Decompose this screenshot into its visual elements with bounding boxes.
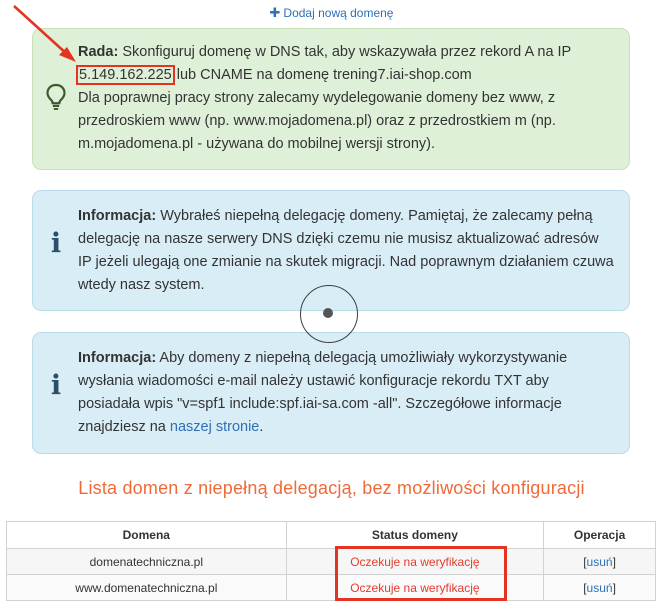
delete-domain-link[interactable]: usuń — [586, 580, 613, 595]
section-title: Lista domen z niepełną delegacją, bez możliwości konfiguracji — [78, 478, 585, 498]
delete-domain-link[interactable]: usuń — [586, 554, 613, 569]
tip-text — [78, 41, 615, 156]
info-icon: i — [50, 228, 62, 259]
tip-text-before-ip: Skonfiguruj domenę w DNS tak, aby wskazywała przez rekord A na IP — [122, 44, 572, 60]
info-delegation-text — [78, 205, 615, 297]
spf-info-link[interactable]: naszej stronie — [169, 419, 260, 435]
info-box-spf — [32, 332, 630, 454]
tip-text-after-ip: lub CNAME na domenę trening7.iai-shop.com — [176, 67, 472, 83]
tip-box — [32, 28, 630, 170]
table-row — [7, 575, 656, 601]
info-delegation-title: Informacja: — [78, 208, 157, 224]
info-delegation-body: Wybrałeś niepełną delegację domeny. Pamiętaj, że zalecamy pełną delegację na nasze serwery DNS dzięki czemu nie musisz aktualizować adresów IP jeżeli ulegają one zmianie na skutek migracji. Nad poprawnym działaniem czuwa wtedy nasz system. — [78, 208, 614, 293]
operation-cell: [usuń] — [544, 549, 656, 575]
info-icon: i — [50, 370, 62, 401]
table-row — [7, 549, 656, 575]
operation-cell: [usuń] — [544, 575, 656, 601]
info-spf-text — [78, 347, 615, 439]
domain-cell: domenatechniczna.pl — [7, 549, 287, 575]
domains-table — [6, 521, 656, 601]
status-cell: Oczekuje na weryfikację — [286, 549, 543, 575]
tip-paragraph-2: Dla poprawnej pracy strony zalecamy wydelegowanie domeny bez www, z przedroskiem www (np. www.mojadomena.pl) oraz z przedrostkiem m (np. m.mojadomena.pl - używana do mobilnej wersji strony). — [78, 90, 556, 152]
status-highlight-box — [335, 546, 507, 601]
table-header-row — [7, 522, 656, 549]
column-header-domain: Domena — [7, 522, 287, 549]
info-spf-text-end: . — [259, 419, 264, 435]
add-domain-label: Dodaj nową domenę — [283, 6, 394, 20]
status-cell: Oczekuje na weryfikację — [286, 575, 543, 601]
plus-icon: ✚ — [269, 5, 281, 20]
domain-cell: www.domenatechniczna.pl — [7, 575, 287, 601]
info-spf-body: Aby domeny z niepełną delegacją umożliwiały wykorzystywanie wysłania wiadomości e-mail należy ustawić konfiguracje rekordu TXT aby posiadała wpis "v=spf1 include:spf.iai-sa.com -all". Szczegółowe informacje znajdziesz na — [78, 350, 568, 435]
cursor-dot — [323, 308, 333, 318]
tip-title: Rada: — [78, 44, 119, 60]
column-header-operation: Operacja — [544, 522, 656, 549]
cursor-indicator — [300, 285, 358, 343]
add-domain-link[interactable] — [0, 5, 663, 21]
tip-ip-address: 5.149.162.225 — [79, 67, 172, 83]
column-header-status: Status domeny — [286, 522, 543, 549]
lightbulb-icon — [45, 83, 67, 119]
info-spf-title: Informacja: — [78, 350, 157, 366]
